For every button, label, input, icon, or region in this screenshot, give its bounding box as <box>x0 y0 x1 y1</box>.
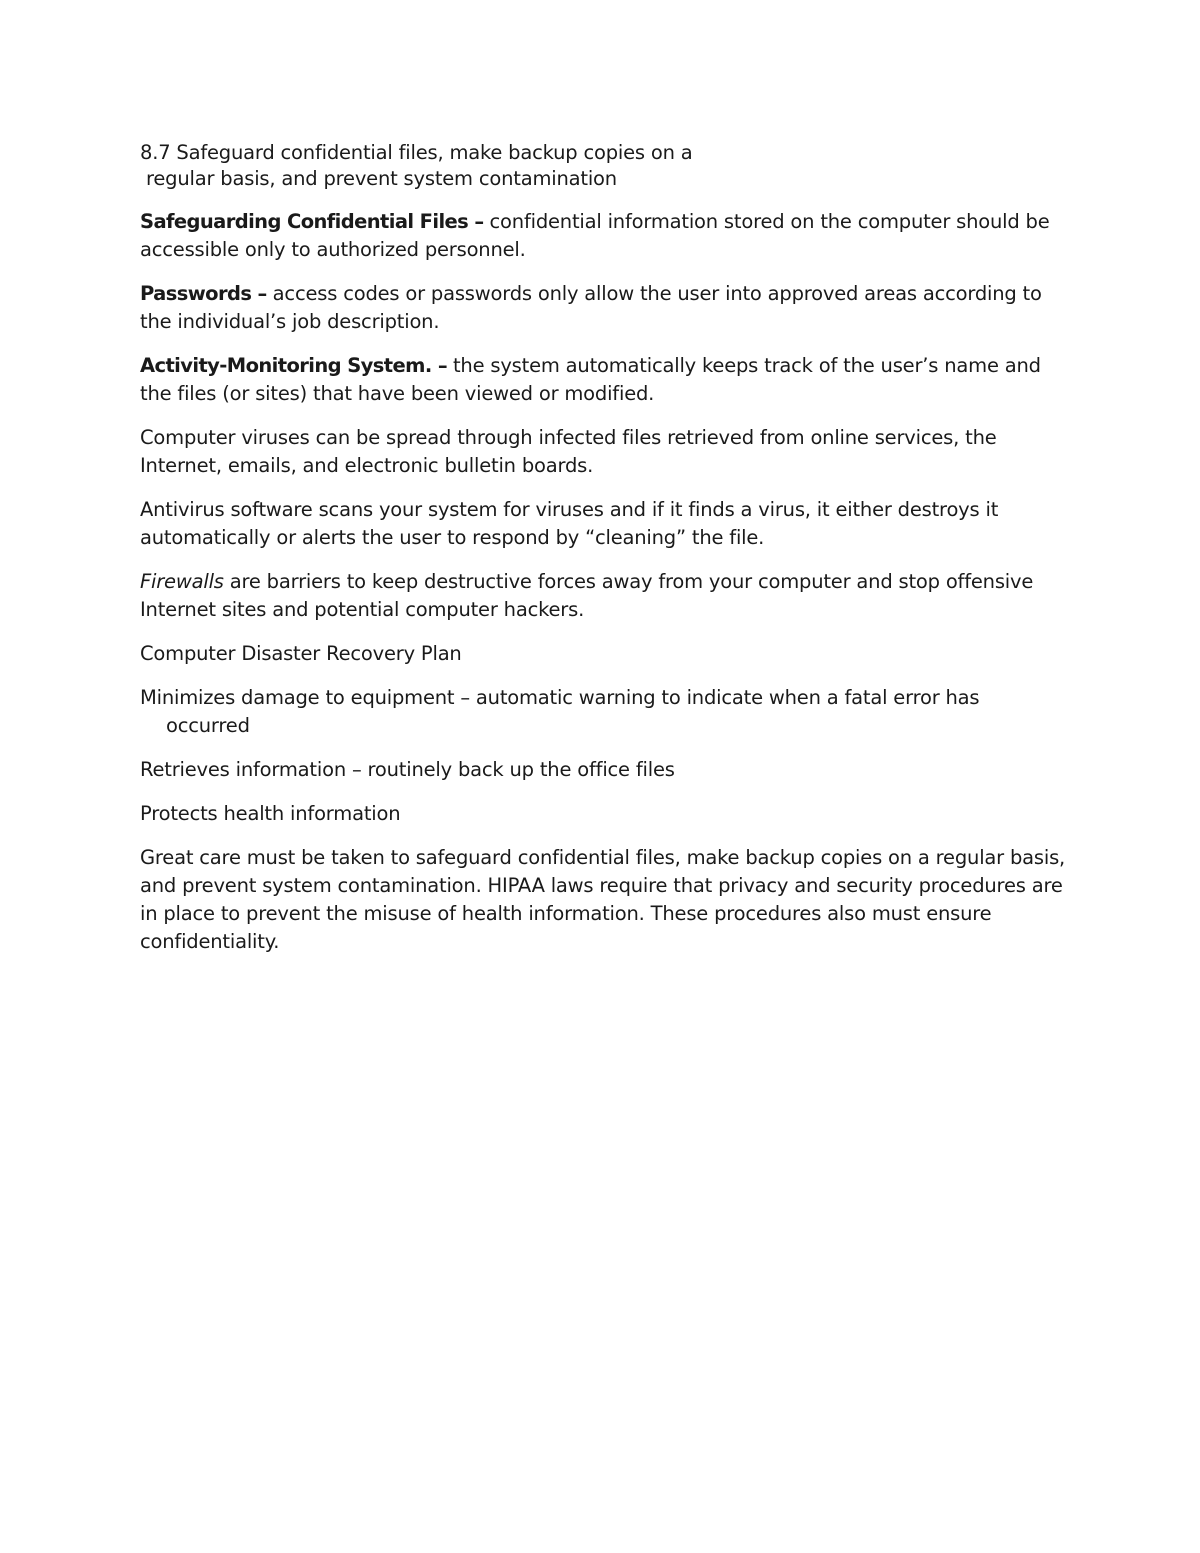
definition-text: the system automatically keeps track of the user’s name and the files (or sites) that have been viewed or modified. <box>140 354 1041 405</box>
recovery-minimizes-line-2: occurred <box>166 714 250 737</box>
definition-passwords <box>140 280 1070 336</box>
recovery-plan-minimizes <box>140 684 1070 740</box>
definition-term: Safeguarding Confidential Files – <box>140 210 484 233</box>
paragraph-viruses: Computer viruses can be spread through infected files retrieved from online services, the Internet, emails, and electronic bulletin boards. <box>140 426 997 477</box>
firewalls-text: are barriers to keep destructive forces away from your computer and stop offensive Internet sites and potential computer hackers. <box>140 570 1034 621</box>
firewalls-term: Firewalls <box>140 570 224 593</box>
recovery-plan-retrieves: Retrieves information – routinely back up the office files <box>140 758 675 781</box>
definition-safeguarding <box>140 208 1070 264</box>
definition-term: Activity-Monitoring System. – <box>140 354 447 377</box>
definition-text: confidential information stored on the computer should be accessible only to authorized personnel. <box>140 210 1050 261</box>
recovery-plan-protects: Protects health information <box>140 802 401 825</box>
definition-term: Passwords – <box>140 282 267 305</box>
section-heading-line-1: 8.7 Safeguard confidential files, make backup copies on a <box>140 141 693 164</box>
section-heading <box>140 140 1070 192</box>
definition-activity-monitoring <box>140 352 1070 408</box>
paragraph-antivirus: Antivirus software scans your system for viruses and if it finds a virus, it either destroys it automatically or alerts the user to respond by “cleaning” the file. <box>140 498 999 549</box>
recovery-plan-title: Computer Disaster Recovery Plan <box>140 642 462 665</box>
paragraph-summary: Great care must be taken to safeguard confidential files, make backup copies on a regular basis, and prevent system contamination. HIPAA laws require that privacy and security procedures are in place to prevent the misuse of health information. These procedures also must ensure confidentiality. <box>140 846 1066 953</box>
paragraph-firewalls <box>140 568 1070 624</box>
definition-text: access codes or passwords only allow the user into approved areas according to the individual’s job description. <box>140 282 1042 333</box>
document-page <box>140 140 1070 972</box>
section-heading-line-2: regular basis, and prevent system contamination <box>146 167 617 190</box>
recovery-minimizes-line-1: Minimizes damage to equipment – automatic warning to indicate when a fatal error has <box>140 686 980 709</box>
